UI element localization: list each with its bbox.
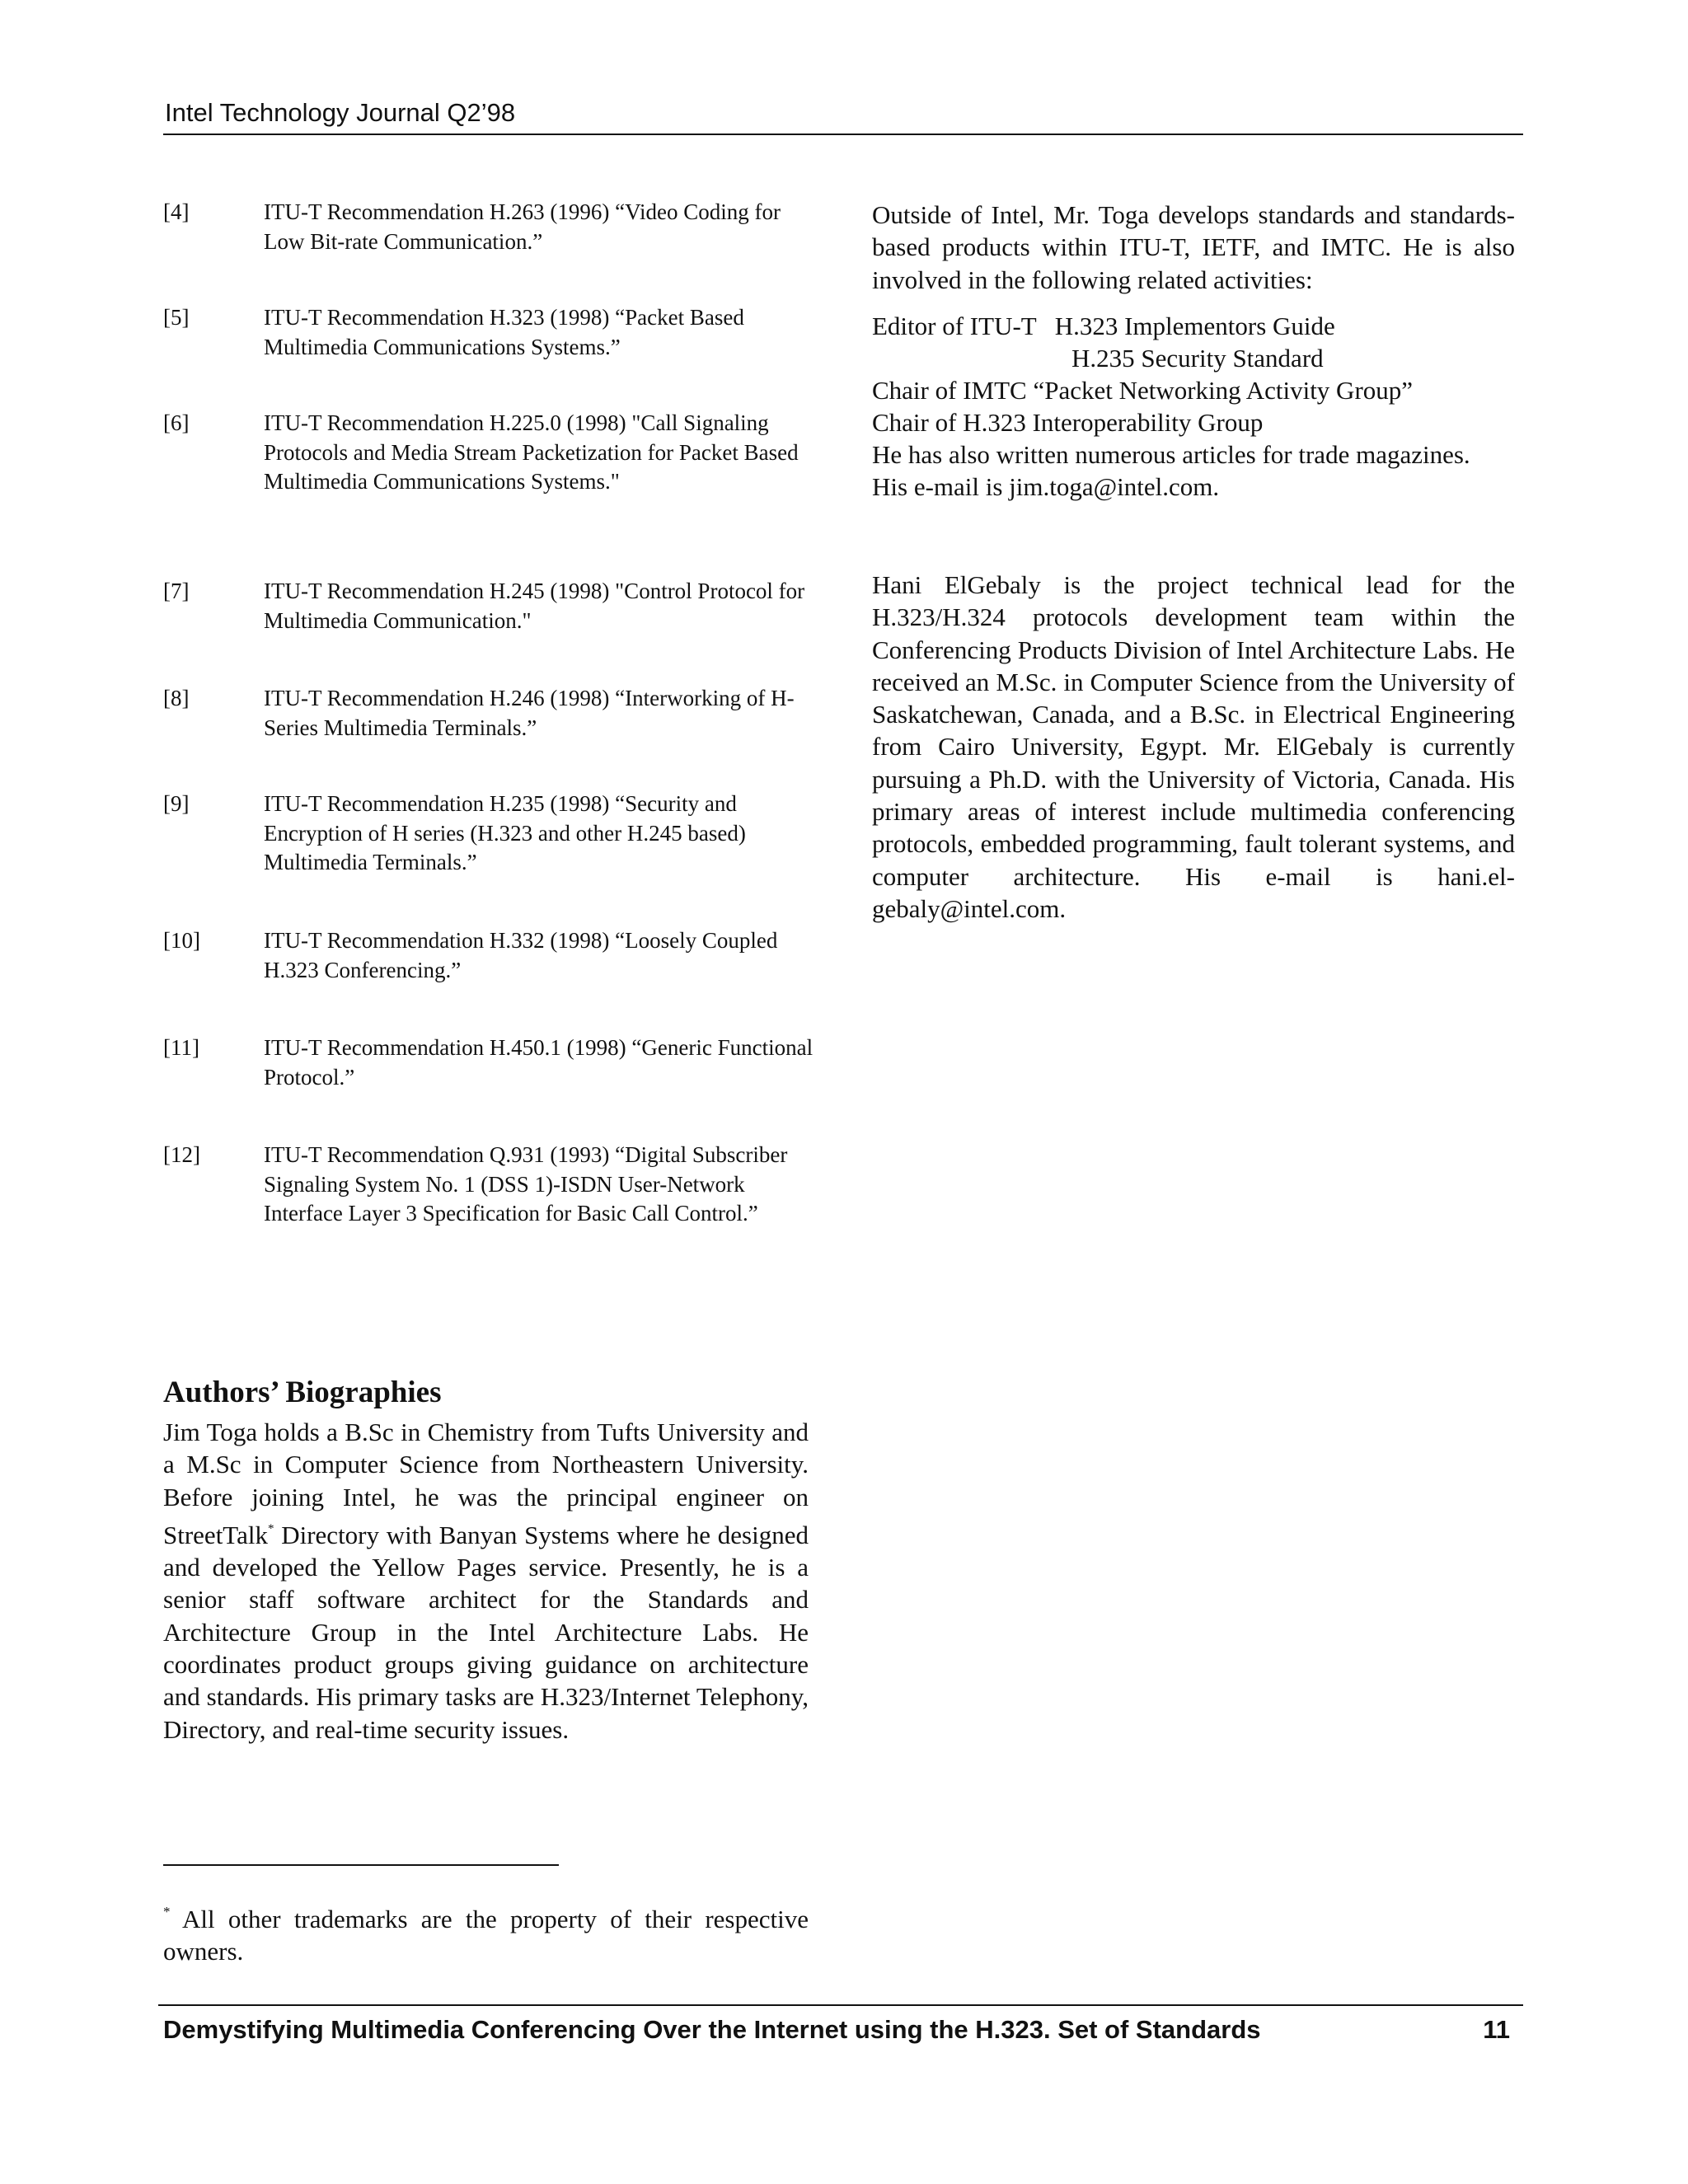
reference-text: ITU-T Recommendation H.246 (1998) “Interworking of H-Series Multimedia Terminals.” [264,686,795,740]
editor-item: H.323 Implementors Guide [1054,312,1335,340]
reference-number: [6] [163,410,190,435]
reference-number: [8] [163,686,190,710]
footnote-separator [163,1864,559,1866]
article-title: Demystifying Multimedia Conferencing Over the Internet using the H.323. Set of Standards [163,2015,1261,2044]
editor-label: Editor of ITU-T [872,312,1037,340]
reference-number: [12] [163,1142,200,1167]
reference-text: ITU-T Recommendation Q.931 (1993) “Digital Subscriber Signaling System No. 1 (DSS 1)-ISDN User-Network Interface Layer 3 Specification for Basic Call Control.” [264,1142,788,1226]
footnote-mark: * [163,1904,171,1919]
reference-number: [9] [163,791,190,816]
toga-outside-activities: Outside of Intel, Mr. Toga develops standards and standards-based products within ITU-T, IETF, and IMTC. He is also involved in the following related activities: [872,200,1515,294]
editor-line-continued: H.235 Security Standard [1071,344,1324,373]
reference-number: [7] [163,579,190,603]
reference-text: ITU-T Recommendation H.450.1 (1998) “Generic Functional Protocol.” [264,1035,814,1090]
footnote-text: All other trademarks are the property of their respective owners. [163,1905,809,1966]
reference-number: [5] [163,305,190,330]
toga-bio-text-2: Directory with Banyan Systems where he designed and developed the Yellow Pages service. Presently, he is a senior staff software architect for the Standards and Architecture Group in the Intel Architecture Labs. He coordinates product groups giving guidance on architecture and standards. His primary tasks are H.323/Internet Telephony, Directory, and real-time security issues. [163,1520,809,1744]
reference-text: ITU-T Recommendation H.332 (1998) “Loosely Coupled H.323 Conferencing.” [264,928,778,982]
toga-bio-text-1: Jim Toga holds a B.Sc in Chemistry from Tufts University and a M.Sc in Computer Science from Northeastern University. Before joining Intel, he was the principal engineer on StreetTalk [163,1418,809,1549]
elgebaly-biography: Hani ElGebaly is the project technical lead for the H.323/H.324 protocols development team within the Conferencing Products Division of Intel Architecture Labs. He received an M.Sc. in Computer Science from the University of Saskatchewan, Canada, and a B.Sc. in Electrical Engineering from Cairo University, Egypt. Mr. ElGebaly is currently pursuing a Ph.D. with the University of Victoria, Canada. His primary areas of interest include multimedia conferencing protocols, embedded programming, fault tolerant systems, and computer architecture. His e-mail is hani.el-gebaly@intel.com. [872,570,1515,923]
reference-text: ITU-T Recommendation H.235 (1998) “Security and Encryption of H series (H.323 and other H.245 based) Multimedia Terminals.” [264,791,746,874]
footnote [163,1896,809,1968]
reference-text: ITU-T Recommendation H.323 (1998) “Packet Based Multimedia Communications Systems.” [264,305,744,359]
reference-text: ITU-T Recommendation H.245 (1998) "Control Protocol for Multimedia Communication." [264,579,805,633]
activity-line: Chair of H.323 Interoperability Group [872,408,1264,437]
activity-line: He has also written numerous articles for trade magazines. [872,440,1470,469]
section-heading: Authors’ Biographies [163,1376,442,1409]
reference-number: [11] [163,1035,199,1060]
reference-number: [4] [163,199,190,224]
trademark-mark: * [267,1521,274,1535]
running-footer [158,2004,1523,2047]
reference-text: ITU-T Recommendation H.225.0 (1998) "Call Signaling Protocols and Media Stream Packetization for Packet Based Multimedia Communications Systems." [264,410,799,494]
reference-text: ITU-T Recommendation H.263 (1996) “Video Coding for Low Bit-rate Communication.” [264,199,781,254]
toga-biography [163,1416,809,1746]
reference-number: [10] [163,928,200,953]
page-number: 11 [1483,2015,1510,2044]
activity-line: Chair of IMTC “Packet Networking Activity Group” [872,376,1414,405]
journal-title: Intel Technology Journal Q2’98 [165,98,516,127]
running-header [163,97,1523,135]
email-line: His e-mail is jim.toga@intel.com. [872,472,1220,501]
editor-line [872,310,1335,342]
